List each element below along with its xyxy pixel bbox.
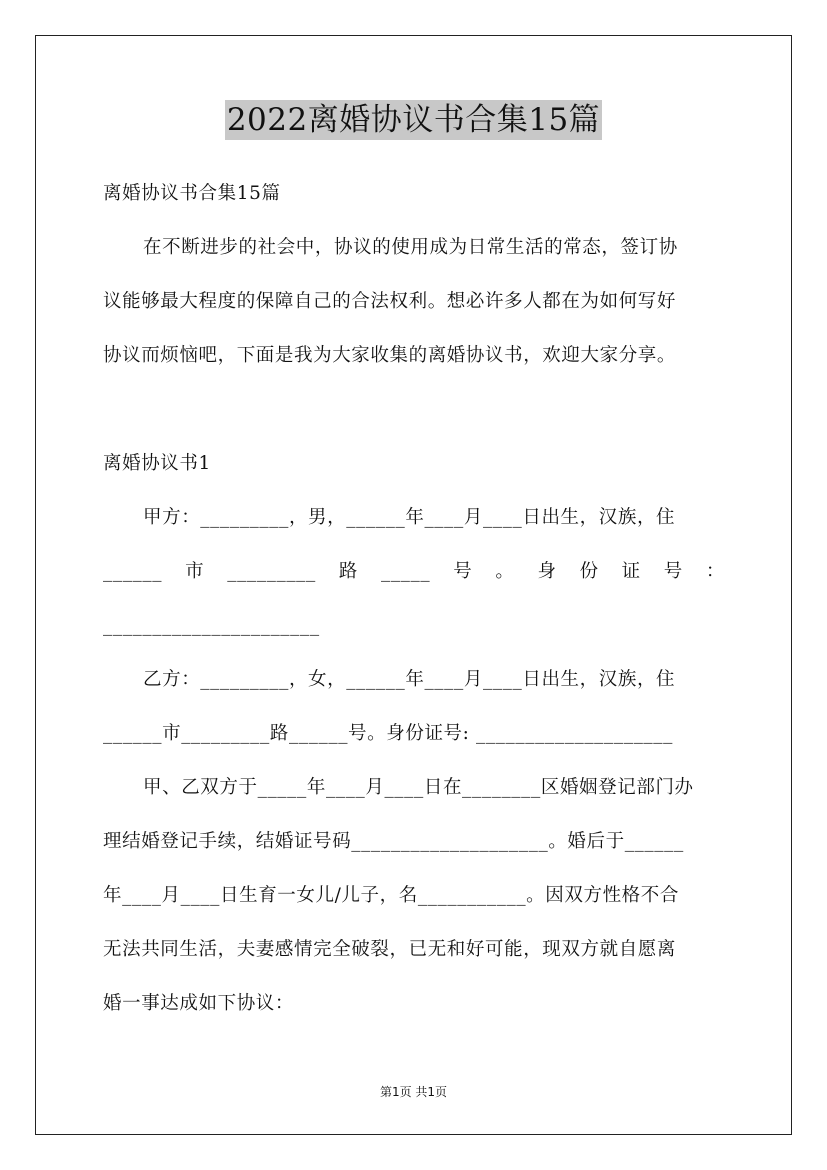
page-footer: 第1页 共1页 xyxy=(379,1085,448,1099)
period: 。 xyxy=(495,561,515,582)
party-a-line-1: 甲方：_________，男，______年____月____日出生，汉族，住 xyxy=(143,507,676,528)
word-id-3: 证 xyxy=(621,561,641,582)
word-road: 路 xyxy=(338,561,358,582)
word-id-2: 份 xyxy=(579,561,599,582)
marriage-line-3: 年____月____日生育一女儿/儿子，名___________。因双方性格不合 xyxy=(103,885,679,906)
title-container xyxy=(0,100,827,140)
blank-city: ______ xyxy=(103,561,163,582)
word-city: 市 xyxy=(185,561,205,582)
blank-number: _____ xyxy=(380,561,431,582)
marriage-line-2: 理结婚登记手续，结婚证号码____________________。婚后于______ xyxy=(103,831,684,852)
intro-line-3: 协议而烦恼吧，下面是我为大家收集的离婚协议书，欢迎大家分享。 xyxy=(103,345,677,366)
colon: ： xyxy=(705,561,725,582)
party-a-line-2 xyxy=(103,558,725,586)
word-id-1: 身 xyxy=(537,561,557,582)
section-heading: 离婚协议书1 xyxy=(103,453,211,474)
word-number: 号 xyxy=(453,561,473,582)
document-title: 2022离婚协议书合集15篇 xyxy=(226,102,601,138)
blank-road: _________ xyxy=(227,561,316,582)
marriage-line-4: 无法共同生活，夫妻感情完全破裂，已无和好可能，现双方就自愿离 xyxy=(103,939,677,960)
marriage-line-1: 甲、乙双方于_____年____月____日在________区婚姻登记部门办 xyxy=(143,777,694,798)
marriage-line-5: 婚一事达成如下协议： xyxy=(103,993,295,1014)
intro-line-2: 议能够最大程度的保障自己的合法权利。想必许多人都在为如何写好 xyxy=(103,291,677,312)
party-b-line-1: 乙方：_________，女，______年____月____日出生，汉族，住 xyxy=(143,669,676,690)
party-a-line-3: ______________________ xyxy=(103,615,320,636)
party-b-line-2: ______市_________路______号。身份证号: ____________________ xyxy=(103,723,673,744)
subtitle: 离婚协议书合集15篇 xyxy=(103,183,281,204)
intro-line-1: 在不断进步的社会中，协议的使用成为日常生活的常态，签订协 xyxy=(143,237,678,258)
word-id-4: 号 xyxy=(663,561,683,582)
